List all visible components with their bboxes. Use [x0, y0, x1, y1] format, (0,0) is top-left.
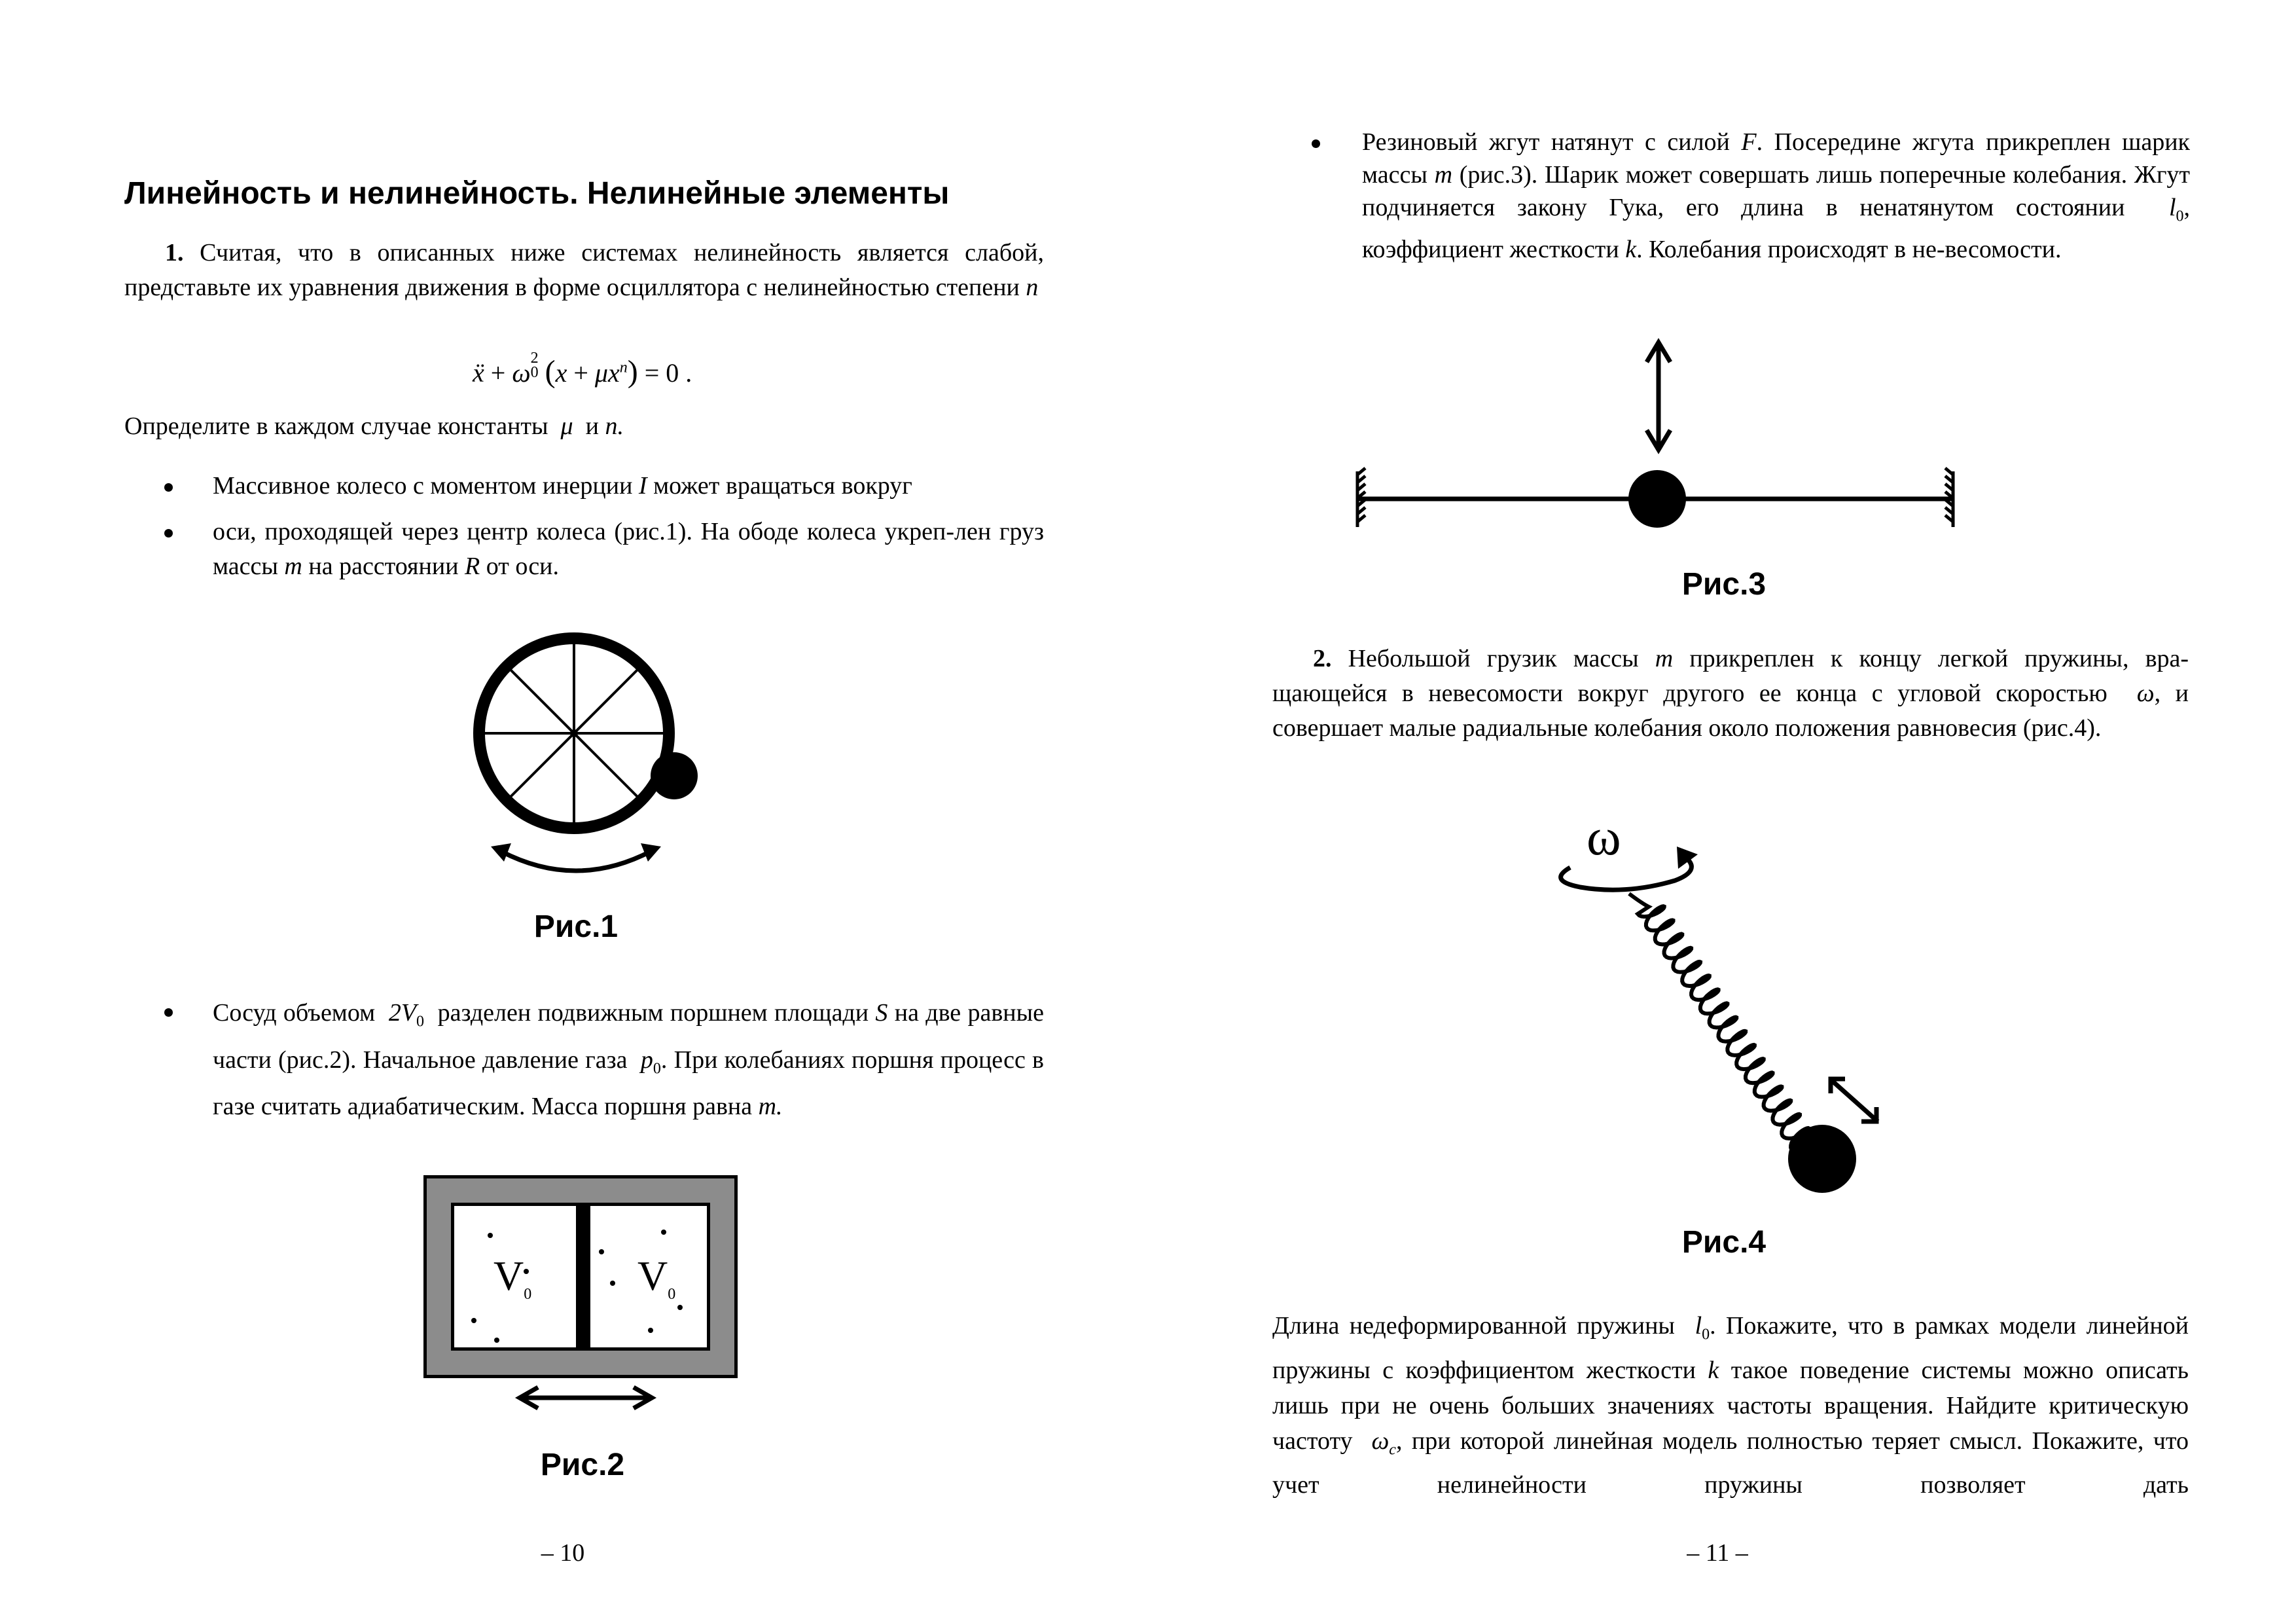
figure-1-wheel [445, 629, 720, 890]
formula-plus: + [490, 358, 506, 388]
formula-mu: μ [594, 358, 608, 388]
initial-pressure: $p_0$ [640, 1046, 661, 1078]
radial-oscillation-arrow [1830, 1079, 1878, 1122]
transverse-arrow [1647, 342, 1670, 450]
figure-3-caption: Рис.3 [1681, 567, 1767, 602]
page-number-left: – 10 [541, 1539, 585, 1567]
vessel-volume: $2V_0$ [388, 999, 425, 1030]
problem-1-text [124, 236, 1044, 305]
right-volume-label: $V_0$ [637, 1252, 676, 1303]
page-number-right: – 11 – [1687, 1539, 1748, 1567]
problem-1-var-n: n [1026, 274, 1039, 301]
gas-molecules [454, 1206, 707, 1347]
formula-x: x [555, 358, 567, 388]
figure-3-rope [1344, 331, 1966, 547]
determine-mu: μ [560, 412, 573, 440]
figure-4-spring [1515, 795, 1881, 1214]
right-page [1148, 0, 2296, 1623]
left-volume-label: $V_0$ [493, 1252, 532, 1303]
oscillator-formula: ẍ + ω 2 0 $(x + \mu x^n) = 0$ . [473, 350, 692, 389]
wheel-axle [570, 729, 578, 737]
spring-length: $l_0$ [1695, 1312, 1710, 1343]
bullet-1-text: Массивное колесо с моментом инерции I может вращаться вокруг [213, 472, 912, 500]
rope-length: $l_0$ [2168, 194, 2184, 225]
critical-frequency: $\omega_c$ [1371, 1427, 1396, 1459]
problem-2-number: 2. [1313, 645, 1332, 672]
rope-ball [1628, 470, 1686, 528]
section-heading: Линейность и нелинейность. Нелинейные элементы [124, 176, 950, 211]
final-paragraph: Длина недеформированной пружины $l_0$. Покажите, что в рамках модели линейной пружины с коэффициентом жесткости k такое поведение системы можно описать лишь при не очень больших значениях частоты вращения. Найдите критическую частоту $\omega_c$, при которой линейная модель полностью теряет смысл. Покажите, что учет нелинейности пружины позволяет дать [1272, 1312, 2189, 1499]
problem-1-body: Считая, что в описанных ниже системах нелинейность является слабой, представьте их уравнения движения в форме осциллятора с нелинейностью степени [124, 239, 1045, 301]
bullet-3-dot [164, 1008, 173, 1017]
formula-tail: = 0 . [644, 358, 692, 388]
piston-motion-arrow [511, 1385, 661, 1411]
determine-constants: Определите в каждом случае константы μ и n. [124, 412, 624, 440]
problem-2-text: 2. Небольшой грузик массы m прикреплен к концу легкой пружины, вра-щающейся в невесомости вокруг другого ее конца с угловой скоростью ω, и совершает малые радиальные колебания около положения равновесия (рис.4). [1272, 645, 2189, 742]
formula-omega: ω 2 0 [512, 350, 539, 388]
wheel-mass [651, 752, 698, 799]
spring-coil [1629, 894, 1822, 1159]
bullet-2-text: оси, проходящей через центр колеса (рис.1). На ободе колеса укреп-лен груз массы m на расстоянии R от оси. [213, 518, 1044, 580]
figure-1-caption: Рис.1 [533, 909, 619, 944]
bullet-4-dot [1312, 139, 1320, 148]
rotation-arrow [501, 851, 651, 871]
problem-1-number: 1. [165, 239, 184, 266]
rotation-arrow [1561, 858, 1692, 890]
bullet-3-text: Сосуд объемом $2V_0$ разделен подвижным поршнем площади S на две равные части (рис.2). Начальное давление газа $p_0$. При колебаниях поршня процесс в газе считать адиабатическим. Масса поршня равна m. [213, 999, 1045, 1121]
rotation-arrow-head [1677, 847, 1698, 869]
spring-mass [1788, 1125, 1856, 1193]
formula-power-n: n [619, 359, 628, 376]
figure-2-caption: Рис.2 [540, 1448, 625, 1482]
formula-xddot: ẍ [473, 358, 484, 388]
bullet-4-text: Резиновый жгут натянут с силой F. Посередине жгута прикреплен шарик массы m (рис.3). Шарик может совершать лишь поперечные колебания. Жгут подчиняется закону Гука, его длина в ненатянутом состоянии $l_0$, коэффициент жесткости k. Колебания происходят в не-весомости. [1362, 128, 2191, 263]
bullet-1-dot [164, 483, 173, 492]
determine-n: n. [605, 412, 624, 440]
figure-2-vessel [423, 1175, 738, 1378]
figure-4-caption: Рис.4 [1681, 1225, 1767, 1260]
omega-label: ω [1587, 809, 1621, 866]
bullet-2-dot [164, 529, 173, 538]
vessel-chamber [451, 1203, 710, 1351]
bullet-1-var-I: I [638, 472, 647, 500]
